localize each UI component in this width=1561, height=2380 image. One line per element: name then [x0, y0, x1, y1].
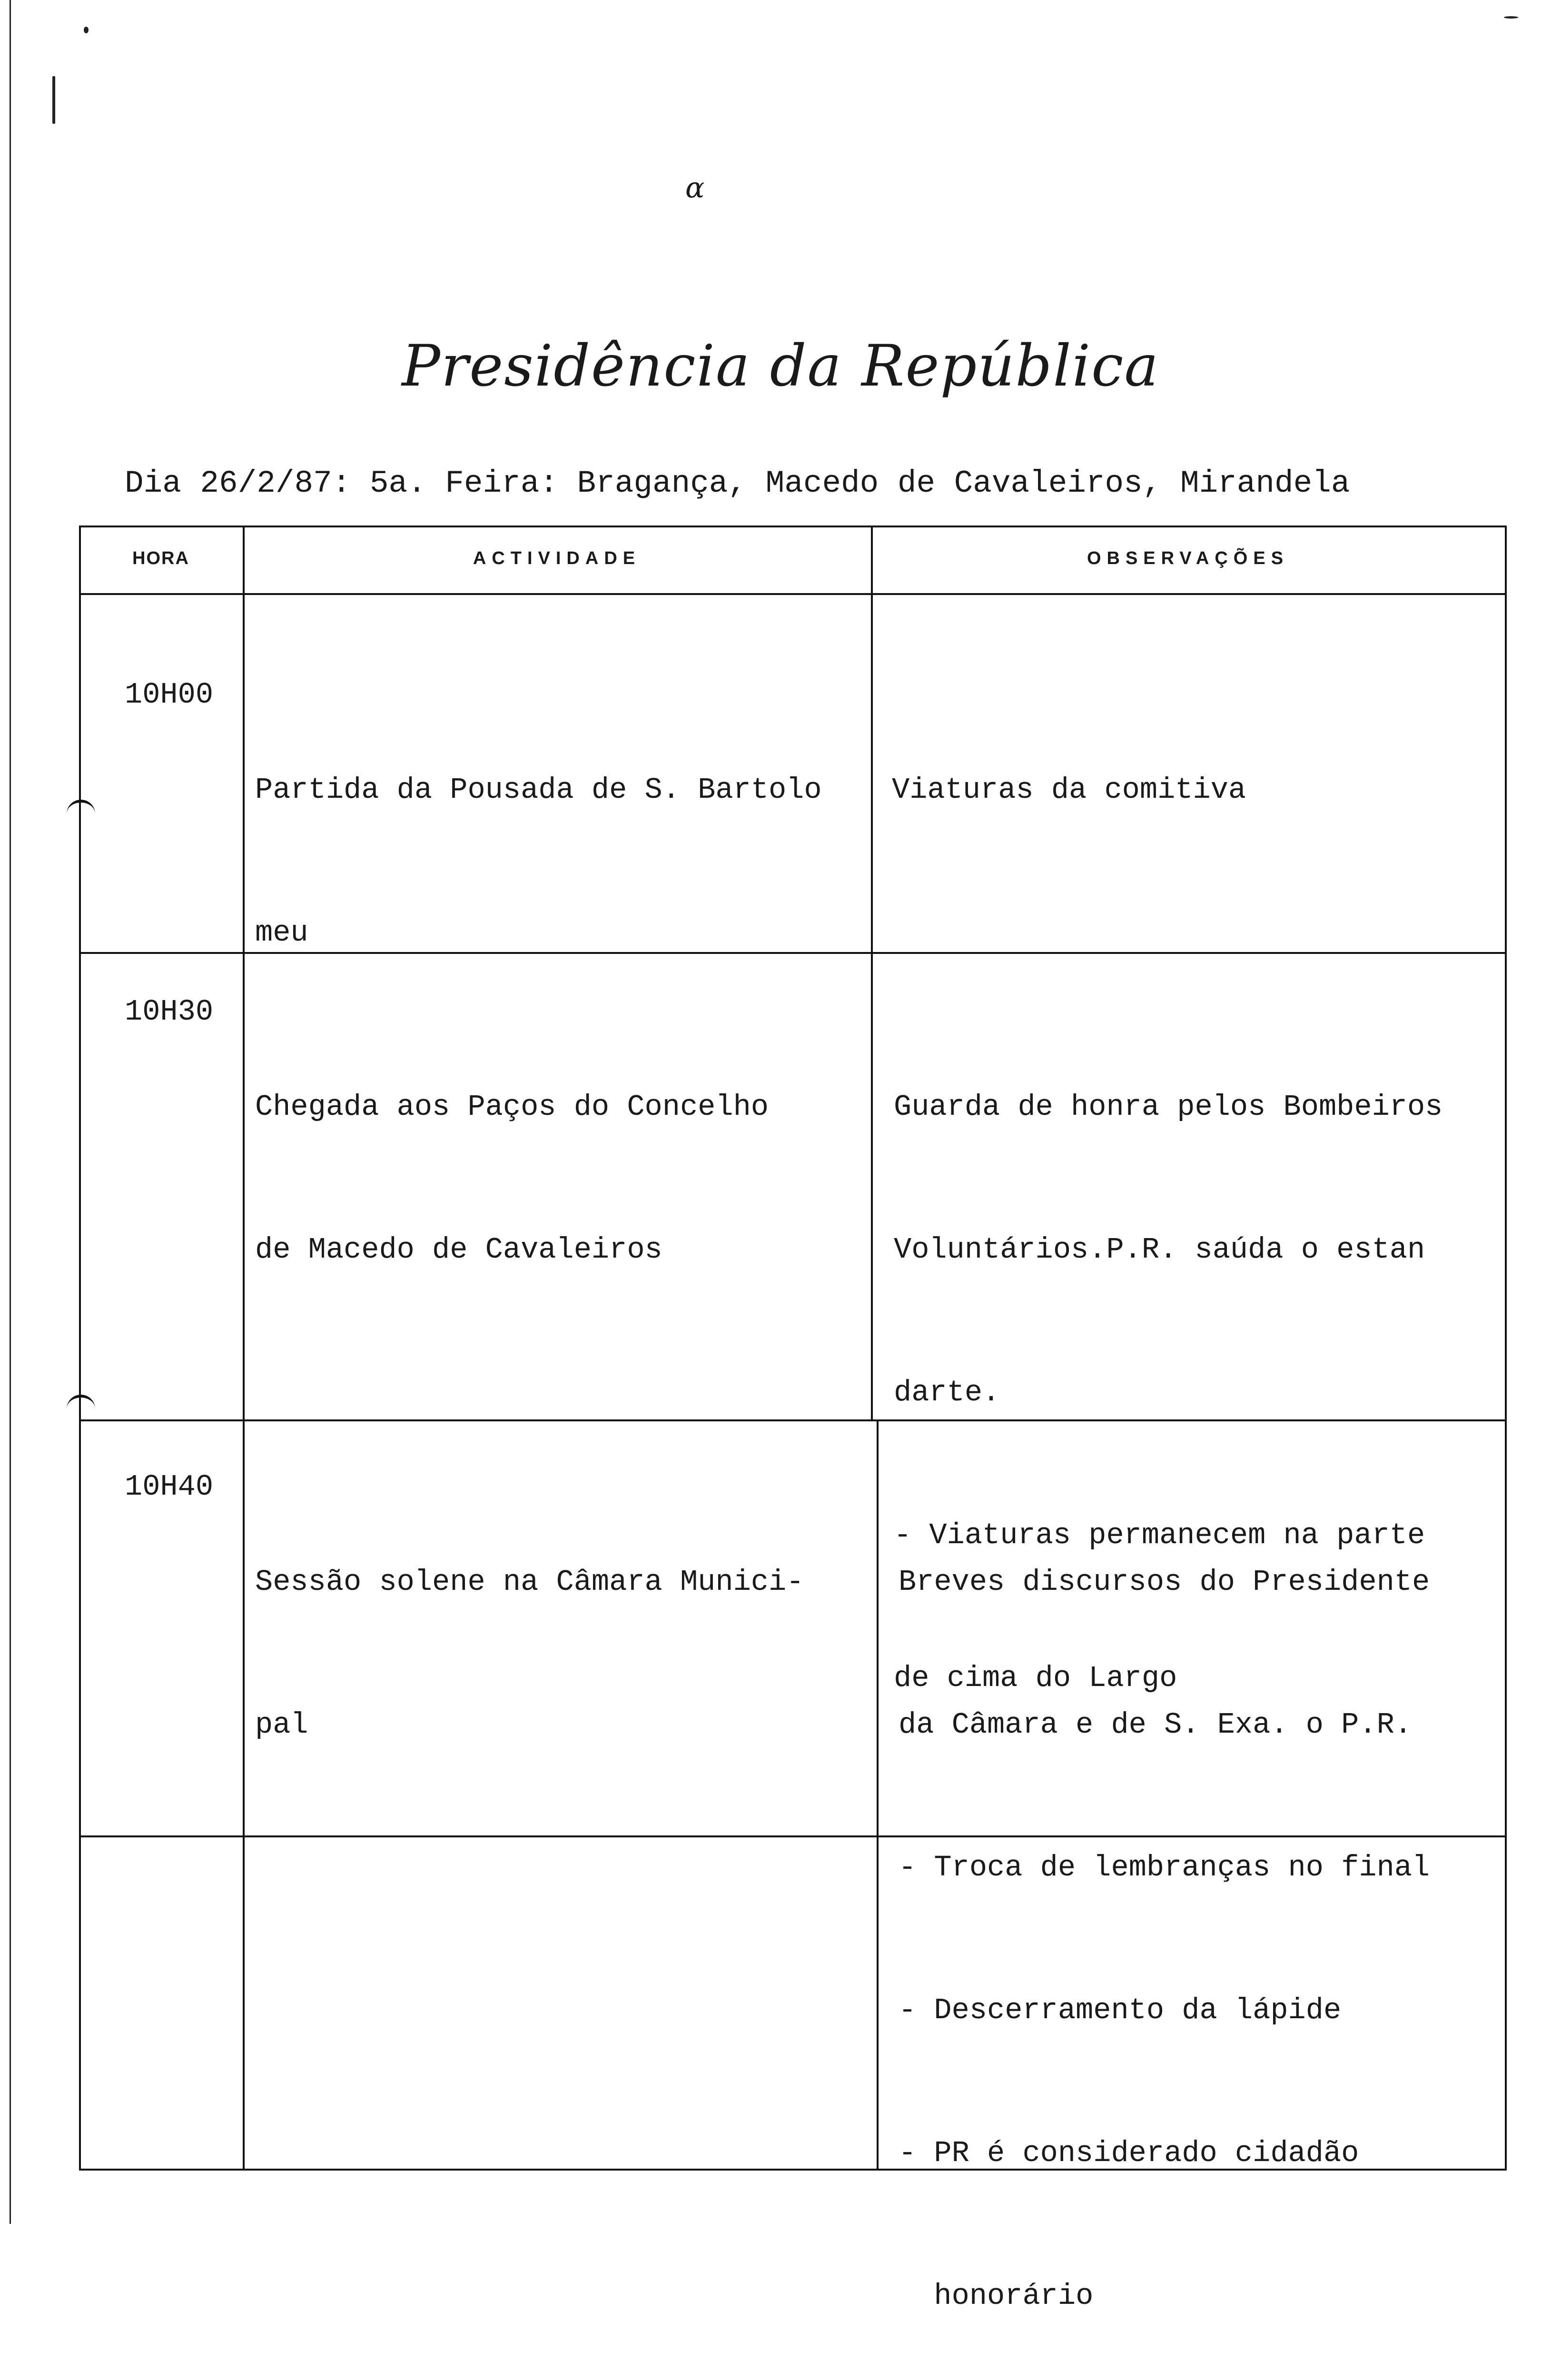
- row-time: 10H40: [125, 1470, 214, 1504]
- observation-line: honorário: [899, 2279, 1094, 2313]
- day-heading: Dia 26/2/87: 5a. Feira: Bragança, Macedo de Cavaleiros, Mirandela: [125, 466, 1350, 501]
- row-observations: [892, 671, 1246, 909]
- observation-line: de cima do Largo: [894, 1661, 1177, 1695]
- table-rule: [1505, 526, 1507, 2171]
- table-rule: [79, 526, 1507, 527]
- schedule-table: [79, 526, 1507, 2313]
- column-header-actividade: ACTIVIDADE: [473, 548, 641, 568]
- observation-line: - Descerramento da lápide: [899, 1993, 1342, 2027]
- table-rule: [79, 526, 81, 2171]
- observation-line: Voluntários.P.R. saúda o estan: [894, 1233, 1425, 1267]
- top-initial-mark: α: [685, 171, 705, 205]
- row-activity: [255, 988, 769, 1369]
- column-header-hora: HORA: [132, 548, 189, 568]
- observation-line: - Troca de lembranças no final: [899, 1851, 1430, 1884]
- row-time: 10H00: [125, 678, 214, 712]
- activity-line: Chegada aos Paços do Concelho: [255, 1090, 769, 1124]
- table-rule: [877, 1419, 879, 2171]
- letterhead-title: Presidência da República: [402, 333, 1159, 399]
- scan-speck: [84, 27, 89, 33]
- observation-line: darte.: [894, 1376, 1000, 1409]
- scan-speck: [52, 76, 55, 124]
- observation-line: - Viaturas permanecem na parte: [894, 1518, 1425, 1552]
- activity-line: pal: [255, 1708, 308, 1742]
- activity-line: Partida da Pousada de S. Bartolo: [255, 773, 822, 807]
- activity-line: de Macedo de Cavaleiros: [255, 1233, 662, 1267]
- column-header-observacoes: OBSERVAÇÕES: [1087, 548, 1289, 568]
- activity-line: meu: [255, 916, 308, 950]
- scan-speck: [1504, 16, 1518, 19]
- observation-line: da Câmara e de S. Exa. o P.R.: [899, 1708, 1412, 1742]
- observation-line: Guarda de honra pelos Bombeiros: [894, 1090, 1443, 1124]
- activity-line: Sessão solene na Câmara Munici-: [255, 1565, 804, 1599]
- table-rule: [871, 526, 873, 1419]
- row-time: 10H30: [125, 995, 214, 1029]
- row-activity: [255, 1463, 804, 1844]
- observation-line: Breves discursos do Presidente: [899, 1565, 1430, 1599]
- row-observations: [899, 1463, 1430, 2380]
- table-rule: [79, 593, 1507, 595]
- observation-line: - PR é considerado cidadão: [899, 2136, 1359, 2170]
- observation-line: Viaturas da comitiva: [892, 773, 1246, 807]
- table-rule: [243, 526, 245, 2171]
